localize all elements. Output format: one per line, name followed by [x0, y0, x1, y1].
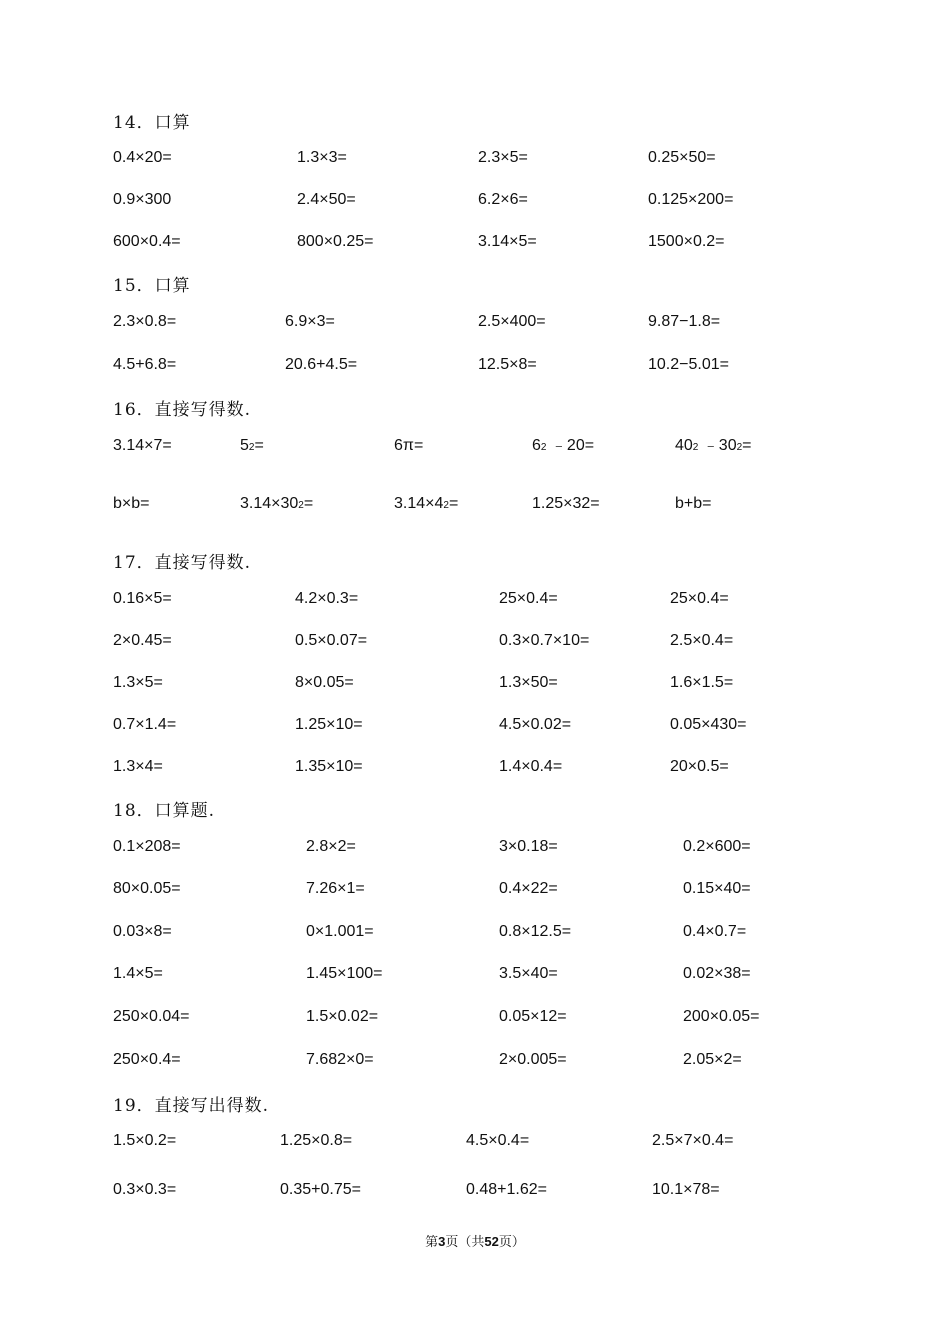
problem-cell: 2.8×2= — [306, 838, 356, 855]
problem-cell: 6.9×3= — [285, 313, 335, 330]
problem-cell: 7.682×0= — [306, 1051, 374, 1068]
footer-prefix: 第 — [425, 1235, 439, 1250]
problem-cell: 1.25×0.8= — [280, 1132, 353, 1149]
problem-cell: 1.4×0.4= — [499, 758, 563, 775]
problem-cell: 250×0.4= — [113, 1051, 181, 1068]
problem-cell: b×b= — [113, 495, 150, 512]
problem-cell: 2.5×0.4= — [670, 632, 734, 649]
problem-cell: 800×0.25= — [297, 233, 374, 250]
problem-cell: 1.35×10= — [295, 758, 363, 775]
footer-page-number: 3 — [438, 1234, 446, 1249]
problem-cell: 3.14×7= — [113, 437, 172, 454]
problem-cell: 2.3×5= — [478, 149, 528, 166]
problem-cell: 0.16×5= — [113, 590, 172, 607]
problem-cell: 20×0.5= — [670, 758, 729, 775]
problem-cell: 10.1×78= — [652, 1181, 720, 1198]
exponent: 2 — [298, 500, 304, 511]
problem-cell: 3.14×5= — [478, 233, 537, 250]
problem-cell: 52= — [240, 437, 264, 454]
problem-cell: 0.2×600= — [683, 838, 751, 855]
problem-cell: 0.15×40= — [683, 880, 751, 897]
problem-cell: 4.5×0.02= — [499, 716, 572, 733]
section-heading: 14．口算 — [113, 113, 191, 133]
problem-cell: 3.14×302= — [240, 495, 314, 512]
problem-cell: 1.3×3= — [297, 149, 347, 166]
problem-cell: 2.5×400= — [478, 313, 546, 330]
problem-cell: 25×0.4= — [499, 590, 558, 607]
problem-cell: 4.5×0.4= — [466, 1132, 530, 1149]
problem-cell: 1500×0.2= — [648, 233, 725, 250]
problem-cell: 0.48+1.62= — [466, 1181, 547, 1198]
footer-mid: 页（共 — [445, 1235, 485, 1250]
problem-cell: 200×0.05= — [683, 1008, 760, 1025]
problem-cell: 12.5×8= — [478, 356, 537, 373]
problem-cell: b+b= — [675, 495, 712, 512]
problem-cell: 0.25×50= — [648, 149, 716, 166]
problem-cell: 80×0.05= — [113, 880, 181, 897]
problem-cell: 2.4×50= — [297, 191, 356, 208]
problem-cell: 402 ﹣302= — [675, 437, 752, 454]
problem-cell: 0.9×300 — [113, 191, 172, 208]
problem-cell: 2.3×0.8= — [113, 313, 177, 330]
exponent: 2 — [248, 442, 255, 453]
exponent: 2 — [540, 442, 547, 453]
problem-cell: 0.1×208= — [113, 838, 181, 855]
problem-cell: 0.4×22= — [499, 880, 558, 897]
problem-cell: 0.4×0.7= — [683, 923, 747, 940]
section-heading: 18．口算题. — [113, 801, 216, 821]
problem-cell: 1.6×1.5= — [670, 674, 734, 691]
problem-cell: 250×0.04= — [113, 1008, 190, 1025]
problem-cell: 7.26×1= — [306, 880, 365, 897]
problem-cell: 4.2×0.3= — [295, 590, 359, 607]
problem-cell: 0.03×8= — [113, 923, 172, 940]
section-heading: 15．口算 — [113, 276, 191, 296]
problem-cell: 9.87−1.8= — [648, 313, 721, 330]
exponent: 2 — [443, 500, 449, 511]
problem-cell: 3.14×42= — [394, 495, 459, 512]
problem-cell: 25×0.4= — [670, 590, 729, 607]
problem-cell: 3.5×40= — [499, 965, 558, 982]
problem-cell: 6π= — [394, 437, 424, 454]
section-heading: 19．直接写出得数. — [113, 1096, 270, 1116]
footer-suffix: 页） — [498, 1235, 525, 1250]
problem-cell: 0.35+0.75= — [280, 1181, 361, 1198]
problem-cell: 1.3×50= — [499, 674, 558, 691]
problem-cell: 3×0.18= — [499, 838, 558, 855]
problem-cell: 1.3×5= — [113, 674, 163, 691]
problem-cell: 0.05×430= — [670, 716, 747, 733]
problem-cell: 1.25×10= — [295, 716, 363, 733]
problem-cell: 0.3×0.3= — [113, 1181, 177, 1198]
problem-cell: 20.6+4.5= — [285, 356, 358, 373]
problem-cell: 0.3×0.7×10= — [499, 632, 590, 649]
problem-cell: 2×0.45= — [113, 632, 172, 649]
problem-cell: 6.2×6= — [478, 191, 528, 208]
problem-cell: 8×0.05= — [295, 674, 354, 691]
problem-cell: 2.05×2= — [683, 1051, 742, 1068]
problem-cell: 0.8×12.5= — [499, 923, 572, 940]
problem-cell: 2.5×7×0.4= — [652, 1132, 734, 1149]
problem-cell: 1.4×5= — [113, 965, 163, 982]
problem-cell: 1.5×0.2= — [113, 1132, 177, 1149]
section-heading: 17．直接写得数. — [113, 553, 252, 573]
problem-cell: 1.3×4= — [113, 758, 163, 775]
problem-cell: 1.5×0.02= — [306, 1008, 379, 1025]
problem-cell: 0.5×0.07= — [295, 632, 368, 649]
problem-cell: 600×0.4= — [113, 233, 181, 250]
problem-cell: 0.05×12= — [499, 1008, 567, 1025]
problem-cell: 10.2−5.01= — [648, 356, 729, 373]
exponent: 2 — [692, 442, 699, 453]
problem-cell: 4.5+6.8= — [113, 356, 177, 373]
problem-cell: 0.7×1.4= — [113, 716, 177, 733]
problem-cell: 1.45×100= — [306, 965, 383, 982]
problem-cell: 0.4×20= — [113, 149, 172, 166]
problem-cell: 62 ﹣20= — [532, 437, 595, 454]
problem-cell: 1.25×32= — [532, 495, 600, 512]
exponent: 2 — [736, 442, 743, 453]
problem-cell: 2×0.005= — [499, 1051, 567, 1068]
footer-total-pages: 52 — [484, 1234, 499, 1249]
problem-cell: 0.125×200= — [648, 191, 734, 208]
section-heading: 16．直接写得数. — [113, 400, 252, 420]
problem-cell: 0.02×38= — [683, 965, 751, 982]
page-footer — [0, 1231, 950, 1250]
problem-cell: 0×1.001= — [306, 923, 374, 940]
